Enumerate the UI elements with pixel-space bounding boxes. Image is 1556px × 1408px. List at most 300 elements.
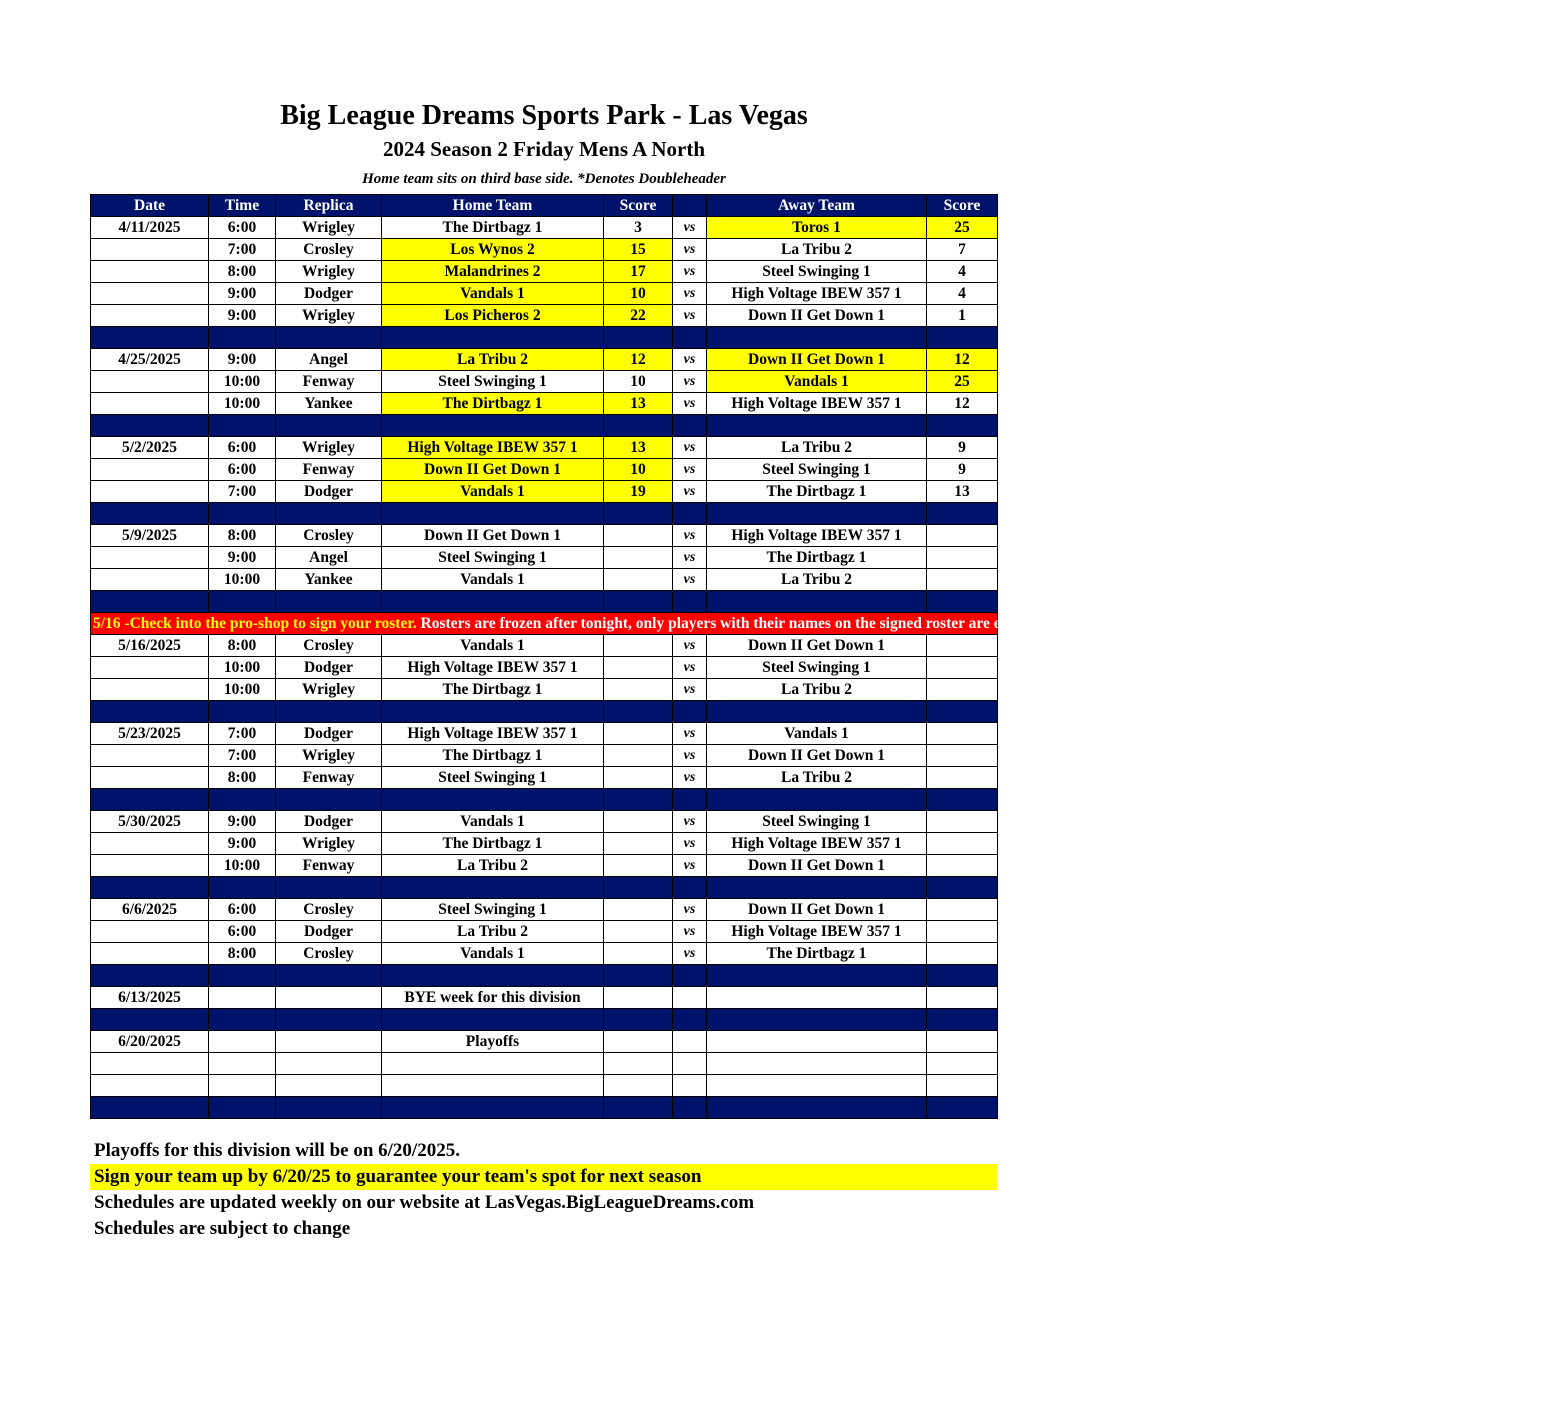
separator-cell [673,789,707,811]
separator-cell [927,591,998,613]
cell-date: 6/20/2025 [91,1031,209,1053]
cell-away-score [927,1053,998,1075]
separator-row [91,877,998,899]
separator-row [91,591,998,613]
cell-away-score: 12 [927,349,998,371]
separator-cell [707,327,927,349]
cell-home-team: Playoffs [382,1031,604,1053]
separator-cell [707,789,927,811]
cell-replica: Angel [276,547,382,569]
separator-cell [604,965,673,987]
cell-away-team: La Tribu 2 [707,767,927,789]
col-header-replica: Replica [276,195,382,217]
cell-date [91,283,209,305]
cell-time: 10:00 [209,855,276,877]
cell-away-team: Down II Get Down 1 [707,349,927,371]
cell-home-score: 10 [604,283,673,305]
cell-away-score: 25 [927,217,998,239]
separator-cell [276,1009,382,1031]
cell-replica: Wrigley [276,745,382,767]
separator-cell [707,415,927,437]
separator-cell [927,877,998,899]
cell-date [91,679,209,701]
separator-cell [382,877,604,899]
cell-away-team: High Voltage IBEW 357 1 [707,393,927,415]
game-row [91,371,998,393]
separator-cell [927,327,998,349]
col-header-time: Time [209,195,276,217]
cell-replica: Wrigley [276,261,382,283]
cell-home-team: Vandals 1 [382,283,604,305]
cell-home-team: La Tribu 2 [382,855,604,877]
cell-vs: vs [673,371,707,393]
cell-away-team: La Tribu 2 [707,569,927,591]
separator-cell [707,701,927,723]
cell-home-team: The Dirtbagz 1 [382,833,604,855]
cell-date [91,547,209,569]
cell-date: 4/11/2025 [91,217,209,239]
cell-time: 10:00 [209,679,276,701]
cell-date [91,371,209,393]
cell-away-score [927,1031,998,1053]
cell-home-team: Down II Get Down 1 [382,459,604,481]
cell-away-score [927,525,998,547]
cell-time: 9:00 [209,305,276,327]
cell-away-team: La Tribu 2 [707,679,927,701]
separator-cell [604,789,673,811]
cell-vs: vs [673,525,707,547]
separator-cell [209,701,276,723]
cell-away-team [707,987,927,1009]
separator-cell [209,415,276,437]
cell-away-team: Steel Swinging 1 [707,657,927,679]
cell-time [209,987,276,1009]
separator-cell [707,877,927,899]
separator-cell [382,415,604,437]
cell-home-score [604,547,673,569]
cell-home-team [382,1075,604,1097]
game-row [91,833,998,855]
cell-time: 10:00 [209,371,276,393]
cell-date [91,481,209,503]
cell-away-score: 9 [927,437,998,459]
cell-away-team [707,1075,927,1097]
separator-cell [927,503,998,525]
cell-vs: vs [673,833,707,855]
separator-cell [276,591,382,613]
cell-replica: Dodger [276,723,382,745]
separator-cell [707,591,927,613]
col-header-home-team: Home Team [382,195,604,217]
cell-time [209,1053,276,1075]
cell-home-score [604,1031,673,1053]
separator-cell [604,1097,673,1119]
cell-replica: Wrigley [276,305,382,327]
cell-time: 8:00 [209,943,276,965]
cell-replica: Crosley [276,525,382,547]
cell-away-score [927,679,998,701]
game-row [91,767,998,789]
cell-vs: vs [673,459,707,481]
separator-cell [209,965,276,987]
roster-notice-row [91,613,998,635]
cell-vs: vs [673,767,707,789]
separator-cell [927,415,998,437]
separator-cell [707,965,927,987]
cell-vs: vs [673,393,707,415]
cell-home-team: BYE week for this division [382,987,604,1009]
cell-away-team: Steel Swinging 1 [707,261,927,283]
game-row [91,987,998,1009]
separator-cell [604,701,673,723]
separator-cell [707,503,927,525]
cell-replica: Angel [276,349,382,371]
cell-home-score: 17 [604,261,673,283]
separator-cell [673,503,707,525]
footer-signup: Sign your team up by 6/20/25 to guarantee your team's spot for next season [90,1164,997,1190]
cell-away-score [927,855,998,877]
game-row [91,283,998,305]
cell-time: 9:00 [209,349,276,371]
col-header-away-team: Away Team [707,195,927,217]
cell-away-team [707,1031,927,1053]
separator-cell [276,701,382,723]
cell-replica: Crosley [276,943,382,965]
separator-cell [604,877,673,899]
cell-time: 8:00 [209,767,276,789]
cell-away-score [927,767,998,789]
cell-away-score [927,833,998,855]
separator-cell [382,701,604,723]
page-title: Big League Dreams Sports Park - Las Vegas [280,100,808,131]
cell-home-score [604,767,673,789]
cell-home-score: 22 [604,305,673,327]
cell-time: 7:00 [209,723,276,745]
cell-vs: vs [673,855,707,877]
cell-vs: vs [673,437,707,459]
page-subtitle: 2024 Season 2 Friday Mens A North [382,137,705,161]
cell-away-team: High Voltage IBEW 357 1 [707,833,927,855]
separator-cell [382,503,604,525]
cell-away-team: High Voltage IBEW 357 1 [707,283,927,305]
cell-time: 10:00 [209,657,276,679]
separator-cell [673,327,707,349]
cell-home-score [604,745,673,767]
cell-time: 9:00 [209,283,276,305]
cell-time: 6:00 [209,217,276,239]
cell-away-score [927,811,998,833]
cell-replica: Wrigley [276,217,382,239]
cell-away-score [927,547,998,569]
separator-cell [382,1097,604,1119]
cell-home-team: High Voltage IBEW 357 1 [382,723,604,745]
cell-away-team: The Dirtbagz 1 [707,943,927,965]
cell-away-team: Down II Get Down 1 [707,899,927,921]
separator-row [91,965,998,987]
cell-date: 4/25/2025 [91,349,209,371]
cell-replica: Dodger [276,657,382,679]
cell-away-score: 7 [927,239,998,261]
cell-vs: vs [673,261,707,283]
cell-away-team: The Dirtbagz 1 [707,481,927,503]
game-row [91,899,998,921]
game-row [91,1075,998,1097]
cell-home-score [604,723,673,745]
cell-vs: vs [673,239,707,261]
cell-vs: vs [673,349,707,371]
cell-date [91,1053,209,1075]
game-row [91,437,998,459]
cell-home-team: Vandals 1 [382,635,604,657]
cell-time: 6:00 [209,921,276,943]
footer-change: Schedules are subject to change [94,1218,351,1239]
separator-row [91,503,998,525]
cell-replica: Wrigley [276,833,382,855]
game-row [91,349,998,371]
cell-time: 8:00 [209,635,276,657]
separator-cell [382,591,604,613]
game-row [91,635,998,657]
game-row [91,657,998,679]
cell-vs: vs [673,305,707,327]
cell-replica [276,1075,382,1097]
cell-away-team: Vandals 1 [707,723,927,745]
separator-cell [673,591,707,613]
separator-cell [91,877,209,899]
cell-home-team: La Tribu 2 [382,921,604,943]
cell-vs: vs [673,547,707,569]
cell-replica [276,1031,382,1053]
cell-vs: vs [673,657,707,679]
cell-time: 9:00 [209,833,276,855]
cell-date: 5/2/2025 [91,437,209,459]
cell-date [91,657,209,679]
cell-away-team: Steel Swinging 1 [707,459,927,481]
separator-cell [91,1097,209,1119]
cell-home-score: 3 [604,217,673,239]
cell-home-team: Vandals 1 [382,569,604,591]
cell-time: 9:00 [209,811,276,833]
cell-home-team: Vandals 1 [382,811,604,833]
cell-home-score [604,635,673,657]
cell-date [91,305,209,327]
separator-cell [91,503,209,525]
cell-date [91,1075,209,1097]
separator-row [91,327,998,349]
cell-home-team: Down II Get Down 1 [382,525,604,547]
cell-date: 6/13/2025 [91,987,209,1009]
cell-home-team: Steel Swinging 1 [382,899,604,921]
footer-playoffs: Playoffs for this division will be on 6/20/2025. [94,1140,460,1161]
separator-cell [927,965,998,987]
cell-replica: Yankee [276,393,382,415]
cell-time: 6:00 [209,437,276,459]
separator-cell [91,1009,209,1031]
separator-cell [91,591,209,613]
separator-row [91,415,998,437]
cell-away-team: Down II Get Down 1 [707,745,927,767]
separator-cell [673,877,707,899]
separator-row [91,789,998,811]
cell-date [91,745,209,767]
cell-away-score: 4 [927,261,998,283]
cell-home-score [604,1053,673,1075]
separator-cell [673,701,707,723]
cell-replica: Fenway [276,767,382,789]
cell-away-score: 1 [927,305,998,327]
cell-home-score [604,1075,673,1097]
cell-date [91,569,209,591]
cell-replica [276,1053,382,1075]
cell-time: 8:00 [209,525,276,547]
cell-home-team [382,1053,604,1075]
separator-cell [673,415,707,437]
game-row [91,305,998,327]
separator-cell [604,503,673,525]
col-header-date: Date [91,195,209,217]
game-row [91,217,998,239]
cell-time [209,1075,276,1097]
cell-away-team: Down II Get Down 1 [707,635,927,657]
cell-vs: vs [673,283,707,305]
cell-home-team: The Dirtbagz 1 [382,393,604,415]
cell-date [91,833,209,855]
cell-vs: vs [673,481,707,503]
cell-home-score [604,899,673,921]
cell-home-team: Los Picheros 2 [382,305,604,327]
cell-away-score: 12 [927,393,998,415]
cell-home-score [604,943,673,965]
cell-replica: Crosley [276,899,382,921]
separator-cell [276,503,382,525]
game-row [91,481,998,503]
cell-away-team [707,1053,927,1075]
cell-time: 6:00 [209,899,276,921]
roster-notice-lead: 5/16 -Check into the pro-shop to sign your roster. [93,614,417,632]
separator-cell [91,965,209,987]
game-row [91,921,998,943]
cell-time: 7:00 [209,481,276,503]
cell-away-team: La Tribu 2 [707,437,927,459]
cell-date: 5/23/2025 [91,723,209,745]
cell-replica [276,987,382,1009]
cell-away-team: Vandals 1 [707,371,927,393]
cell-replica: Crosley [276,239,382,261]
cell-home-team: Steel Swinging 1 [382,547,604,569]
game-row [91,459,998,481]
roster-notice [91,613,1556,635]
cell-home-score: 15 [604,239,673,261]
cell-replica: Dodger [276,283,382,305]
cell-home-team: Steel Swinging 1 [382,767,604,789]
game-row [91,239,998,261]
cell-time: 10:00 [209,569,276,591]
cell-vs [673,1053,707,1075]
cell-vs [673,1031,707,1053]
separator-cell [276,327,382,349]
cell-away-score [927,921,998,943]
roster-notice-text: Rosters are frozen after tonight, only players with their names on the signed roster are eligible for playoffs. Please check carefully as changes will not be made for omissions. [416,614,1556,632]
separator-cell [927,1009,998,1031]
cell-away-score [927,745,998,767]
page-note: Home team sits on third base side. *Denotes Doubleheader [362,171,726,187]
cell-replica: Dodger [276,481,382,503]
cell-away-score [927,723,998,745]
schedule-table [90,194,1556,1119]
separator-cell [604,327,673,349]
game-row [91,393,998,415]
cell-away-team: The Dirtbagz 1 [707,547,927,569]
cell-date: 5/16/2025 [91,635,209,657]
cell-vs: vs [673,723,707,745]
cell-home-score: 19 [604,481,673,503]
cell-date [91,767,209,789]
separator-cell [673,1097,707,1119]
game-row [91,855,998,877]
cell-away-team: Steel Swinging 1 [707,811,927,833]
cell-date [91,393,209,415]
cell-date [91,239,209,261]
cell-home-team: High Voltage IBEW 357 1 [382,437,604,459]
cell-replica: Wrigley [276,437,382,459]
separator-cell [276,1097,382,1119]
cell-date [91,921,209,943]
cell-replica: Dodger [276,921,382,943]
cell-time: 9:00 [209,547,276,569]
separator-cell [91,327,209,349]
cell-away-score [927,987,998,1009]
separator-cell [91,415,209,437]
col-header-away-score: Score [927,195,998,217]
separator-cell [604,1009,673,1031]
cell-time: 10:00 [209,393,276,415]
separator-cell [209,503,276,525]
separator-row [91,701,998,723]
cell-home-score [604,657,673,679]
separator-cell [276,877,382,899]
game-row [91,547,998,569]
cell-away-score: 25 [927,371,998,393]
cell-away-score [927,943,998,965]
cell-date: 6/6/2025 [91,899,209,921]
game-row [91,525,998,547]
cell-home-score [604,987,673,1009]
separator-cell [382,327,604,349]
cell-home-score: 12 [604,349,673,371]
cell-away-team: Down II Get Down 1 [707,855,927,877]
cell-away-score [927,1075,998,1097]
cell-home-team: The Dirtbagz 1 [382,679,604,701]
cell-vs [673,1075,707,1097]
cell-away-score [927,899,998,921]
separator-cell [209,877,276,899]
separator-cell [276,789,382,811]
separator-cell [276,965,382,987]
cell-home-score [604,833,673,855]
cell-home-team: The Dirtbagz 1 [382,745,604,767]
separator-cell [382,965,604,987]
cell-home-team: Vandals 1 [382,481,604,503]
game-row [91,261,998,283]
cell-replica: Crosley [276,635,382,657]
cell-home-score: 13 [604,437,673,459]
cell-home-score: 10 [604,371,673,393]
cell-date [91,943,209,965]
cell-home-team: Vandals 1 [382,943,604,965]
col-header-vs [673,195,707,217]
separator-cell [673,965,707,987]
cell-date: 5/30/2025 [91,811,209,833]
